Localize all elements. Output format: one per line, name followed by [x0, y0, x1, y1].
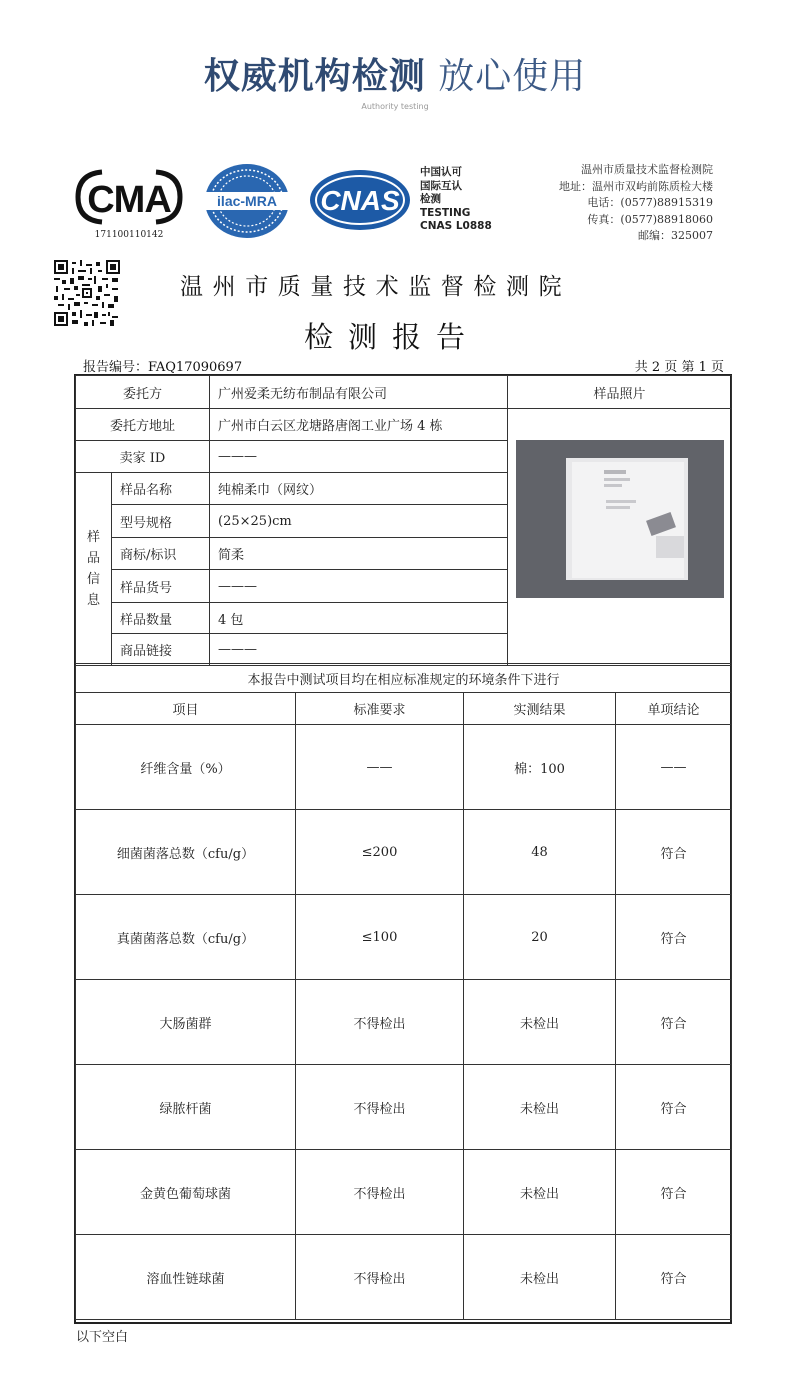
contact-line: 地址：温州市双屿前陈质检大楼: [559, 179, 713, 193]
table-row: [76, 409, 732, 441]
client-value: 广州爱柔无纺布制品有限公司: [210, 376, 508, 409]
test-item: 金黄色葡萄球菌: [76, 1150, 296, 1235]
test-result: 未检出: [464, 1150, 616, 1235]
test-conclusion: 符合: [616, 1235, 732, 1320]
seller-label: 卖家 ID: [76, 441, 210, 473]
test-conclusion: 符合: [616, 1150, 732, 1235]
test-result: 未检出: [464, 1065, 616, 1150]
column-header-item: 项目: [76, 693, 296, 725]
table-header-row: [76, 693, 732, 725]
test-item: 绿脓杆菌: [76, 1065, 296, 1150]
test-item: 大肠菌群: [76, 980, 296, 1065]
client-label: 委托方: [76, 376, 210, 409]
ilac-logo-text: ilac-MRA: [217, 193, 277, 209]
report-number: 报告编号：FAQ17090697: [83, 360, 243, 375]
sample-photo: [516, 440, 724, 598]
table-row: [76, 1150, 732, 1235]
test-result: 20: [464, 895, 616, 980]
sample-info-table: [75, 375, 732, 666]
cma-logo-text: CMA: [87, 179, 171, 221]
cnas-logo-text: CNAS: [320, 185, 400, 216]
sample-info-group-label: [76, 473, 112, 666]
institute-name: 温州市质量技术监督检测院: [180, 274, 572, 300]
spec-label: 型号规格: [112, 505, 210, 538]
test-result: 未检出: [464, 980, 616, 1065]
sample-photo-cell: [508, 409, 732, 666]
contact-line: 电话：(0577)88915319: [587, 196, 713, 210]
table-row: [76, 376, 732, 409]
ilac-mra-logo: [203, 162, 291, 240]
spec-value: (25×25)cm: [210, 505, 508, 538]
sample-info-group-text: 样品信息: [86, 530, 100, 608]
address-value: 广州市白云区龙塘路唐阁工业广场 4 栋: [210, 409, 508, 441]
item-number-label: 样品货号: [112, 570, 210, 603]
table-row: [76, 1235, 732, 1320]
test-standard: 不得检出: [296, 1065, 464, 1150]
table-row: [76, 980, 732, 1065]
test-conclusion: 符合: [616, 1065, 732, 1150]
cnas-line: 中国认可: [420, 166, 462, 178]
test-standard: 不得检出: [296, 1150, 464, 1235]
seller-value: ———: [210, 441, 508, 473]
table-row: [76, 725, 732, 810]
cma-number: 171100110142: [94, 230, 164, 240]
test-result: 棉：100: [464, 725, 616, 810]
table-row: [76, 810, 732, 895]
contact-line: 温州市质量技术监督检测院: [581, 163, 713, 176]
test-item: 纤维含量（%）: [76, 725, 296, 810]
test-item: 真菌菌落总数（cfu/g）: [76, 895, 296, 980]
banner-title: [0, 48, 790, 99]
test-standard: ——: [296, 725, 464, 810]
banner-title-bold: 权威机构检测: [203, 56, 426, 97]
sample-name-label: 样品名称: [112, 473, 210, 505]
banner-title-light: 放心使用: [438, 56, 587, 97]
link-value: ———: [210, 634, 508, 666]
sample-name-value: 纯棉柔巾（网纹）: [210, 473, 508, 505]
test-standard: ≤200: [296, 810, 464, 895]
table-row: [76, 895, 732, 980]
quantity-label: 样品数量: [112, 603, 210, 634]
column-header-standard: 标准要求: [296, 693, 464, 725]
cnas-line: 国际互认: [420, 179, 462, 192]
report-title: 检测报告: [304, 320, 481, 354]
test-conditions-note: 本报告中测试项目均在相应标准规定的环境条件下进行: [76, 664, 732, 693]
test-standard: ≤100: [296, 895, 464, 980]
contact-line: 传真：(0577)88918060: [587, 212, 713, 226]
test-item: 溶血性链球菌: [76, 1235, 296, 1320]
cma-logo: [74, 168, 184, 226]
test-result: 48: [464, 810, 616, 895]
blank-below-note: 以下空白: [76, 1330, 129, 1345]
test-conclusion: 符合: [616, 980, 732, 1065]
test-standard: 不得检出: [296, 980, 464, 1065]
cnas-line: TESTING: [420, 206, 471, 219]
test-conclusion: 符合: [616, 895, 732, 980]
test-item: 细菌菌落总数（cfu/g）: [76, 810, 296, 895]
page-count: 共 2 页 第 1 页: [634, 360, 724, 375]
cnas-logo: [308, 168, 412, 232]
institute-contact: [480, 162, 713, 245]
quantity-value: 4 包: [210, 603, 508, 634]
table-row: [76, 664, 732, 693]
test-conclusion: ——: [616, 725, 732, 810]
brand-label: 商标/标识: [112, 538, 210, 570]
item-number-value: ———: [210, 570, 508, 603]
photo-label: 样品照片: [508, 376, 732, 409]
column-header-result: 实测结果: [464, 693, 616, 725]
brand-value: 简柔: [210, 538, 508, 570]
column-header-conclusion: 单项结论: [616, 693, 732, 725]
test-standard: 不得检出: [296, 1235, 464, 1320]
cnas-line: CNAS L0888: [420, 220, 492, 232]
test-result: 未检出: [464, 1235, 616, 1320]
address-label: 委托方地址: [76, 409, 210, 441]
test-conclusion: 符合: [616, 810, 732, 895]
contact-line: 邮编：325007: [638, 229, 713, 243]
link-label: 商品链接: [112, 634, 210, 666]
test-results-table: [75, 663, 732, 1320]
table-row: [76, 1065, 732, 1150]
banner-subtitle: Authority testing: [361, 102, 429, 111]
qr-code: [54, 260, 120, 326]
cnas-line: 检测: [420, 193, 441, 205]
